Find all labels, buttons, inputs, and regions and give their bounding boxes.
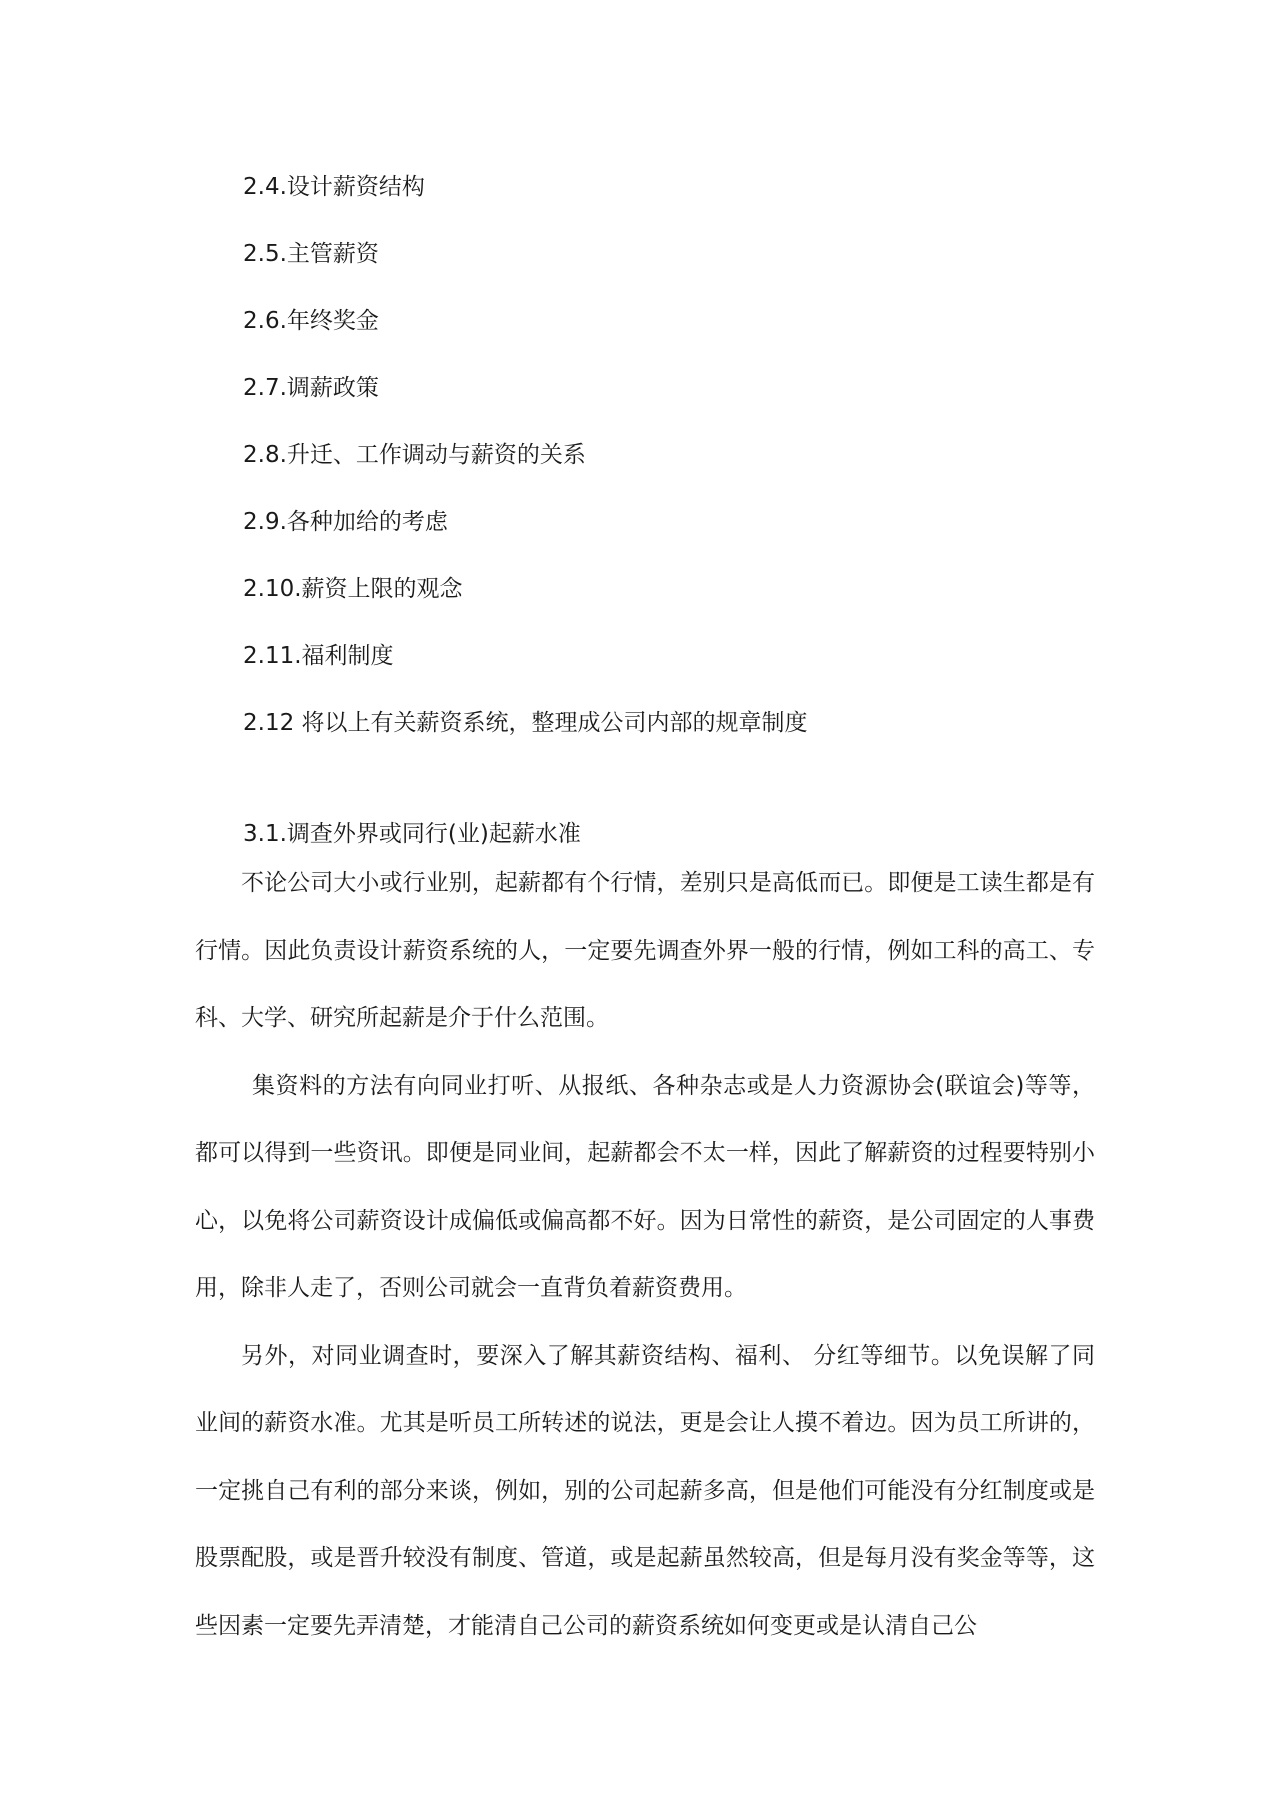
outline-item: 2.9.各种加给的考虑	[243, 509, 448, 535]
outline-item: 2.5.主管薪资	[243, 241, 379, 267]
body-paragraph: 不论公司大小或行业别，起薪都有个行情，差别只是高低而已。即便是工读生都是有行情。因此负责设计薪资系统的人，一定要先调查外界一般的行情，例如工科的高工、专科、大学、研究所起薪是介于什么范围。	[195, 870, 1095, 1031]
outline-item: 2.4.设计薪资结构	[243, 174, 425, 200]
outline-item: 2.8.升迁、工作调动与薪资的关系	[243, 442, 586, 468]
outline-list	[243, 172, 808, 775]
section-body	[195, 850, 1095, 1660]
outline-item: 2.6.年终奖金	[243, 308, 379, 334]
body-paragraph: 另外，对同业调查时，要深入了解其薪资结构、福利、 分红等细节。以免误解了同业间的薪资水准。尤其是听员工所转述的说法，更是会让人摸不着边。因为员工所讲的，一定挑自己有利的部分来谈，例如，别的公司起薪多高，但是他们可能没有分红制度或是股票配股，或是晋升较没有制度、管道，或是起薪虽然较高，但是每月没有奖金等等，这些因素一定要先弄清楚，才能清自己公司的薪资系统如何变更或是认清自己公	[195, 1342, 1095, 1639]
outline-item: 2.11.福利制度	[243, 643, 394, 669]
section-heading: 3.1.调查外界或同行(业)起薪水准	[243, 821, 581, 847]
body-paragraph: 集资料的方法有向同业打听、从报纸、各种杂志或是人力资源协会(联谊会)等等，都可以得到一些资讯。即便是同业间，起薪都会不太一样，因此了解薪资的过程要特别小心，以免将公司薪资设计成偏低或偏高都不好。因为日常性的薪资，是公司固定的人事费用，除非人走了，否则公司就会一直背负着薪资费用。	[195, 1072, 1095, 1301]
outline-item: 2.10.薪资上限的观念	[243, 576, 463, 602]
outline-item: 2.7.调薪政策	[243, 375, 379, 401]
outline-item: 2.12 将以上有关薪资系统，整理成公司内部的规章制度	[243, 710, 808, 736]
